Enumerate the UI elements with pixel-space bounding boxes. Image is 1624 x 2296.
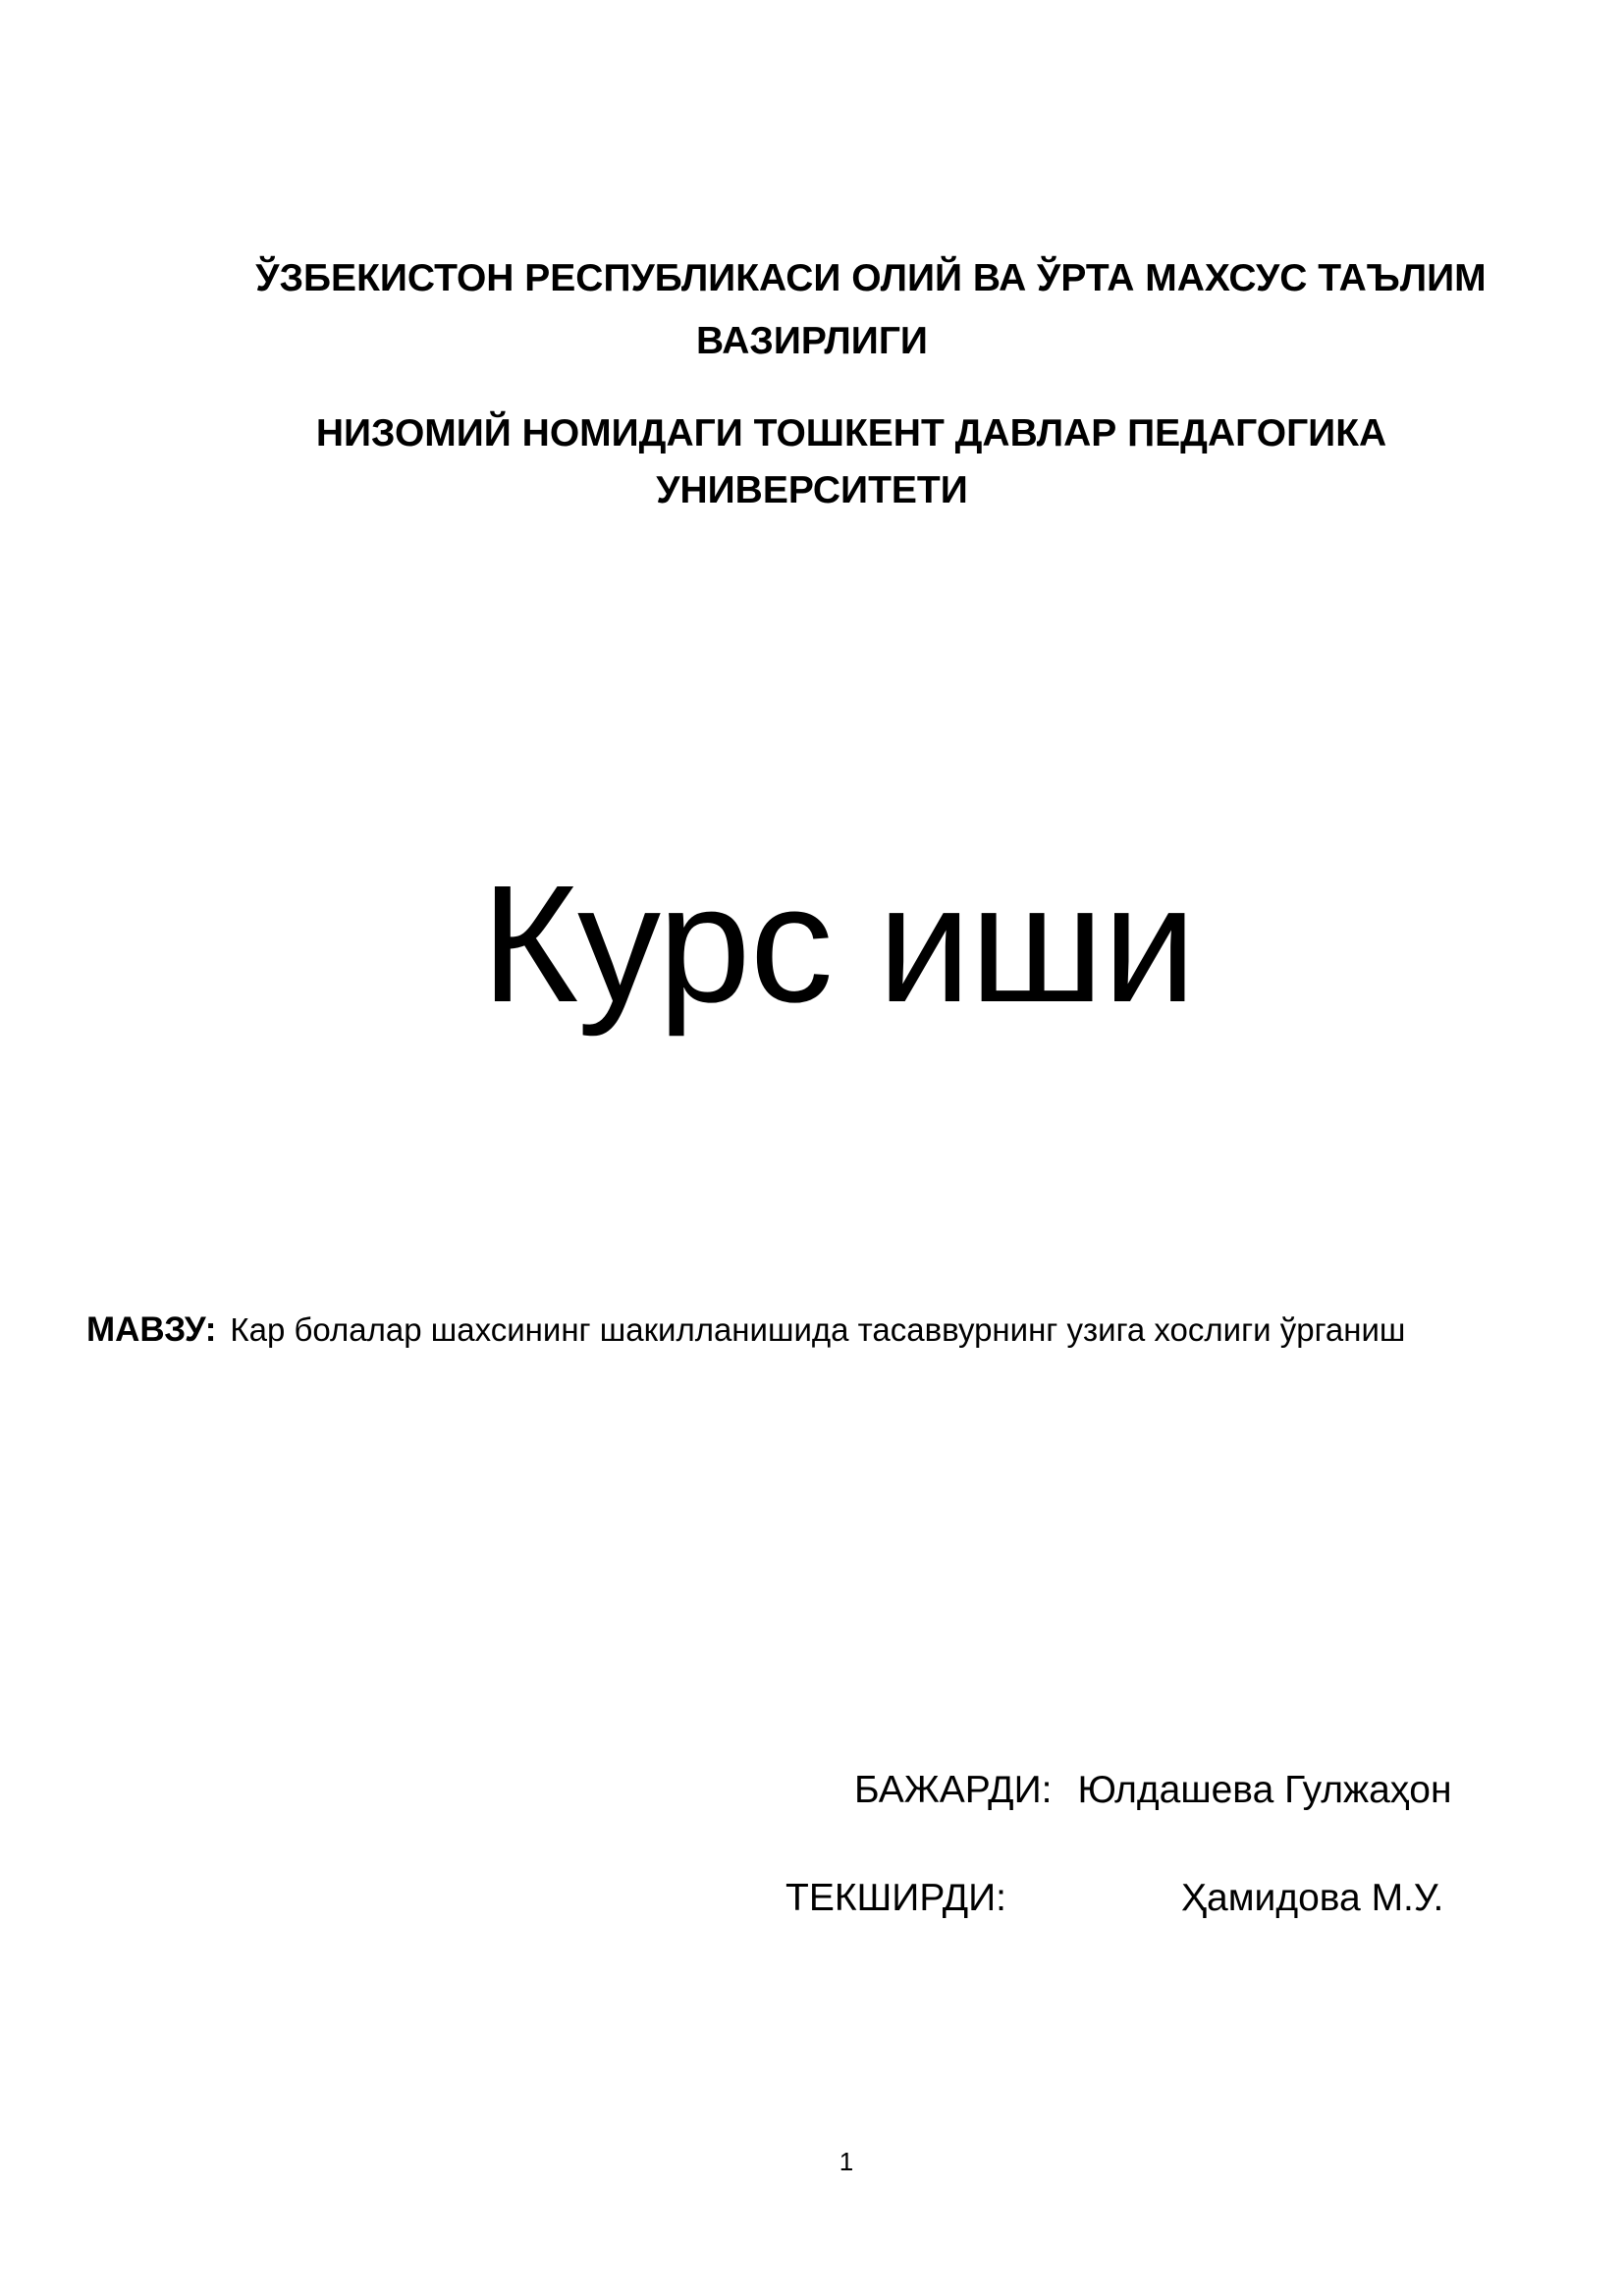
ministry-heading-line-2: ВАЗИРЛИГИ	[696, 320, 928, 362]
university-heading-line-1: НИЗОМИЙ НОМИДАГИ ТОШКЕНТ ДАВЛАР ПЕДАГОГИКА	[315, 412, 1387, 454]
topic-text: Кар болалар шахсининг шакилланишида тасаввурнинг узига хослиги ўрганиш	[230, 1311, 1406, 1348]
topic-line	[86, 1308, 1405, 1352]
university-heading-line-2: УНИВЕРСИТЕТИ	[656, 469, 968, 511]
checked-by-label: ТЕКШИРДИ:	[785, 1877, 1007, 1919]
topic-label: МАВЗУ:	[86, 1310, 217, 1349]
performed-by-row	[854, 1767, 1452, 1814]
checked-by-name: Ҳамидова М.У.	[1181, 1877, 1444, 1919]
ministry-heading-line-1: ЎЗБЕКИСТОН РЕСПУБЛИКАСИ ОЛИЙ ВА ЎРТА МАХСУС ТАЪЛИМ	[255, 257, 1487, 299]
performed-by-label: БАЖАРДИ:	[854, 1769, 1053, 1811]
performed-by-name: Юлдашева Гулжаҳон	[1077, 1769, 1452, 1811]
document-title: Курс иши	[481, 851, 1196, 1038]
checked-by-row	[785, 1875, 1443, 1922]
page-number: 1	[839, 2147, 854, 2176]
